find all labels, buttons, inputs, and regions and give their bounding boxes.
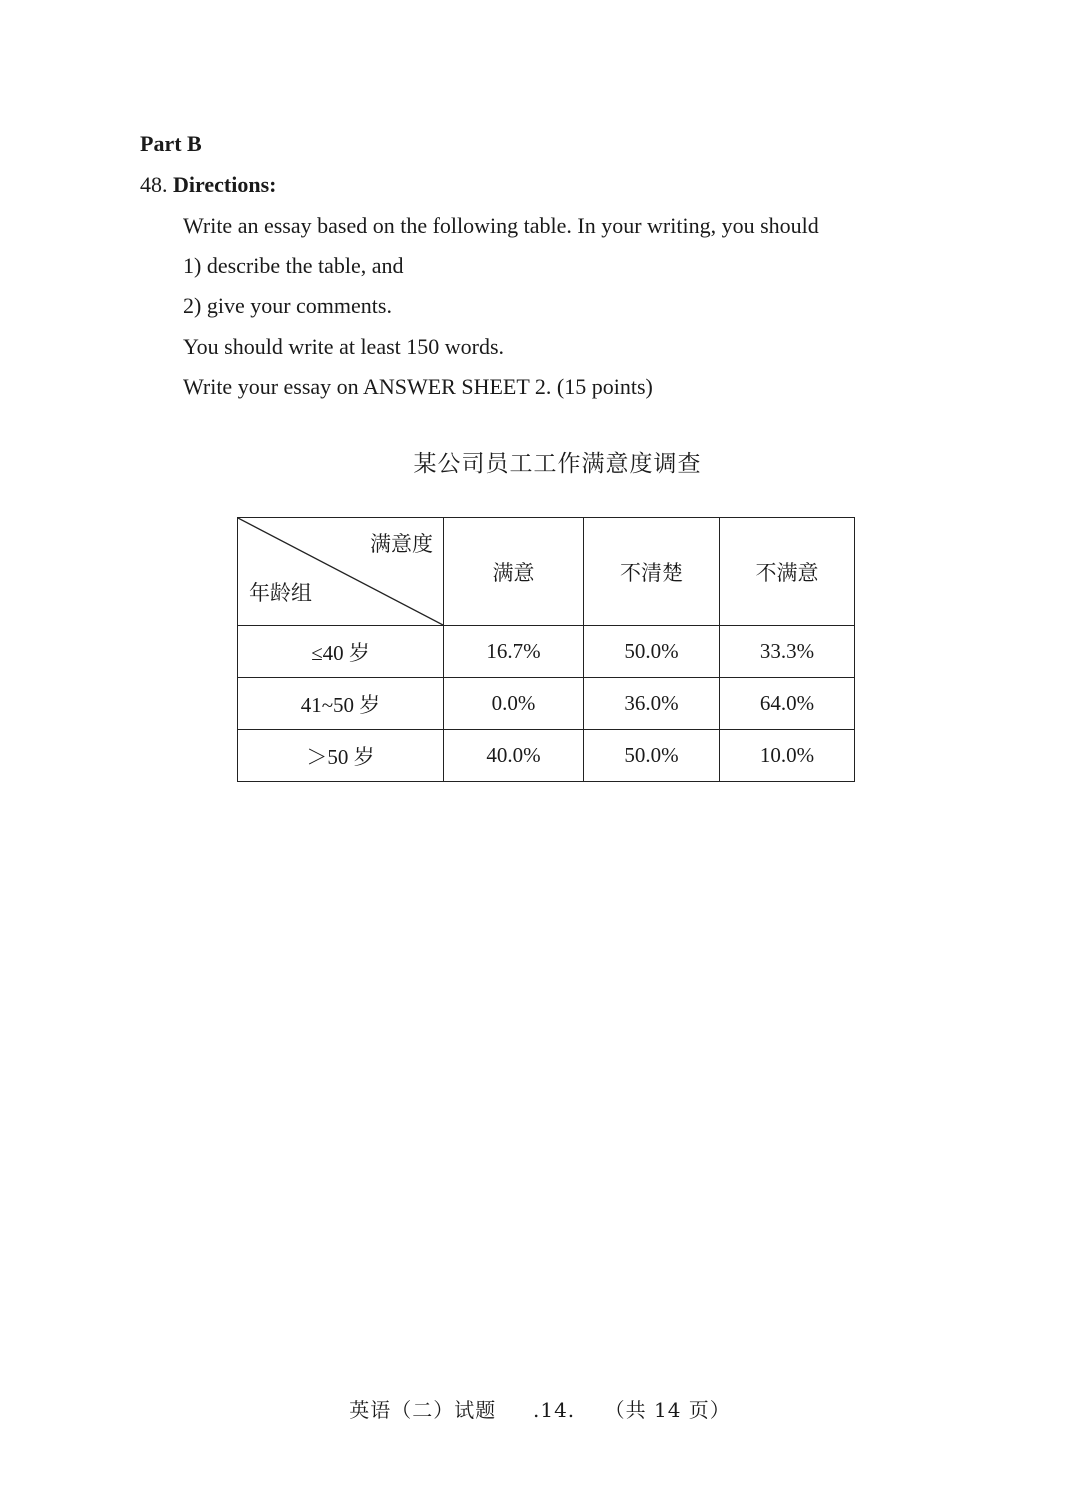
table-cell: 0.0% (444, 678, 584, 730)
column-header: 满意 (444, 518, 584, 626)
table-cell: 10.0% (720, 730, 855, 782)
table-cell: 16.7% (444, 626, 584, 678)
table-cell: 50.0% (584, 626, 720, 678)
corner-column-header: 满意度 (370, 532, 433, 556)
table-cell: 64.0% (720, 678, 855, 730)
corner-row-header: 年龄组 (249, 581, 312, 605)
question-line (140, 171, 276, 199)
table-row (238, 730, 855, 782)
survey-table (237, 517, 855, 782)
instruction-line-5: Write your essay on ANSWER SHEET 2. (15 points) (183, 374, 653, 399)
table-title: 某公司员工工作满意度调查 (413, 451, 702, 477)
diagonal-header-cell (238, 518, 444, 626)
directions-label: Directions: (173, 172, 277, 197)
footer-total-pages: （共 14 页） (604, 1398, 731, 1422)
row-label: 41~50 岁 (238, 678, 444, 730)
table-cell: 50.0% (584, 730, 720, 782)
instruction-line-3: 2) give your comments. (183, 293, 392, 318)
row-label: ＞50 岁 (238, 730, 444, 782)
column-header: 不满意 (720, 518, 855, 626)
table-cell: 36.0% (584, 678, 720, 730)
table-header-row (238, 518, 855, 626)
footer-page-number: .14. (533, 1398, 576, 1422)
table-row (238, 626, 855, 678)
table-cell: 33.3% (720, 626, 855, 678)
footer-subject: 英语（二）试题 (349, 1398, 497, 1422)
instruction-line-2: 1) describe the table, and (183, 253, 404, 278)
page-footer (0, 1396, 1080, 1424)
table-row (238, 678, 855, 730)
part-heading: Part B (140, 131, 202, 156)
column-header: 不清楚 (584, 518, 720, 626)
instruction-line-4: You should write at least 150 words. (183, 334, 505, 359)
question-number: 48. (140, 172, 168, 197)
instruction-line-1: Write an essay based on the following table. In your writing, you should (183, 213, 819, 238)
table-cell: 40.0% (444, 730, 584, 782)
row-label: ≤40 岁 (238, 626, 444, 678)
